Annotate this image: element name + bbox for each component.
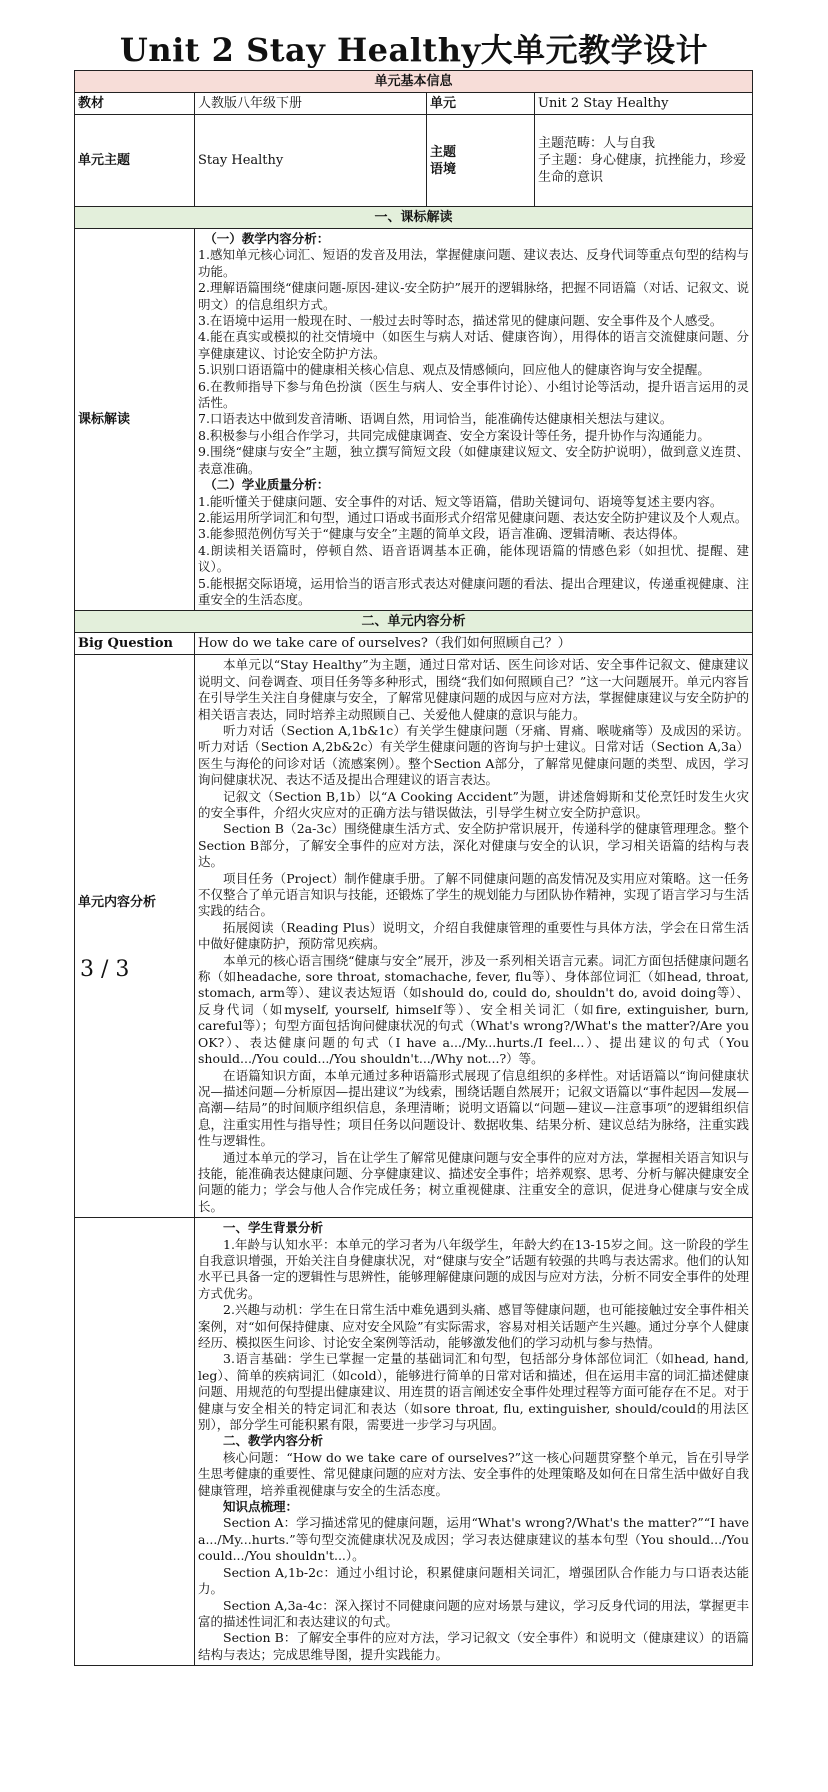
standards-item: 8.积极参与小组合作学习，共同完成健康调查、安全方案设计等任务，提升协作与沟通能力。 <box>198 427 710 443</box>
analysis-label-cell <box>75 1218 195 1666</box>
standards-item: 1.感知单元核心词汇、短语的发音及用法，掌握健康问题、建议表达、反身代词等重点句型的结构与功能。 <box>198 247 750 279</box>
topic-value <box>535 115 753 207</box>
standards-header: 一、课标解读 <box>75 207 753 229</box>
topic-label: 主题语境 <box>427 115 535 207</box>
page-indicator: 3 / 3 <box>80 957 130 983</box>
content-paragraph: 拓展阅读（Reading Plus）说明文，介绍自我健康管理的重要性与具体方法，学会在日常生活中做好健康防护，预防常见疾病。 <box>198 919 750 952</box>
unit-content-label: 单元内容分析 <box>78 895 157 911</box>
quality-item: 2.能运用所学词汇和句型，通过口语或书面形式介绍常见健康问题、表达安全防护建议及个人观点。 <box>198 509 748 525</box>
content-paragraph: 本单元以“Stay Healthy”为主题，通过日常对话、医生问诊对话、安全事件记叙文、健康建议说明文、问卷调查、项目任务等多种形式，围绕“我们如何照顾自己？”这一大问题展开。单元内容旨在引导学生关注自身健康与安全，了解常见健康问题的成因与应对方法，掌握健康建议与安全防护的相关语言表达，同时培养主动照顾自己、关爱他人健康的意识与能力。 <box>198 657 750 722</box>
content-paragraph: 项目任务（Project）制作健康手册。了解不同健康问题的高发情况及实用应对策略。这一任务不仅整合了单元语言知识与技能，还锻炼了学生的规划能力与团队协作精神，实现了语言学习与生活实践的结合。 <box>198 870 750 919</box>
quality-item: 1.能听懂关于健康问题、安全事件的对话、短文等语篇，借助关键词句、语境等复述主要内容。 <box>198 493 723 509</box>
knowledge-points-title: 知识点梳理： <box>223 1499 299 1515</box>
unit-value: Unit 2 Stay Healthy <box>535 93 753 115</box>
content-analysis-title: （一）教学内容分析： <box>204 231 330 246</box>
big-question-label: Big Question <box>75 633 195 655</box>
unit-label: 单元 <box>427 93 535 115</box>
standards-item: 4.能在真实或模拟的社交情境中（如医生与病人对话、健康咨询），用得体的语言交流健康问题、分享健康建议、讨论安全防护方法。 <box>198 329 750 361</box>
knowledge-point: Section B：了解安全事件的应对方法，学习记叙文（安全事件）和说明文（健康建议）的语篇结构与表达；完成思维导图，提升实践能力。 <box>198 1630 750 1662</box>
core-question: 核心问题：“How do we take care of ourselves?”这一核心问题贯穿整个单元，旨在引导学生思考健康的重要性、常见健康问题的应对方法、安全事件的处理策略及如何在日常生活中做好自我健康管理，培养重视健康与安全的生活态度。 <box>198 1449 750 1498</box>
standards-item: 3.在语境中运用一般现在时、一般过去时等时态，描述常见的健康问题、安全事件及个人感受。 <box>198 313 723 329</box>
unit-content-header: 二、单元内容分析 <box>75 611 753 633</box>
knowledge-point: Section A,1b-2c：通过小组讨论，积累健康问题相关词汇，增强团队合作能力与口语表达能力。 <box>198 1564 750 1597</box>
standards-item: 5.识别口语语篇中的健康相关核心信息、观点及情感倾向，回应他人的健康咨询与安全提醒。 <box>198 362 710 378</box>
design-table <box>74 70 753 1666</box>
topic-line: 主题范畴：人与自我 <box>538 136 656 151</box>
teaching-content-title: 二、教学内容分析 <box>223 1433 324 1449</box>
content-paragraph: 听力对话（Section A,1b&1c）有关学生健康问题（牙痛、胃痛、喉咙痛等）及成因的采访。听力对话（Section A,2b&2c）有关学生健康问题的咨询与护士建议。日常对话（Section A,3a）医生与海伦的问诊对话（流感案例）。整个Section A部分，了解常见健康问题的类型、成因，学习询问健康状况、表达不适及提出合理建议的语言表达。 <box>198 722 750 788</box>
standards-item: 7.口语表达中做到发音清晰、语调自然，用词恰当，能准确传达健康相关想法与建议。 <box>198 411 673 427</box>
background-item: 1.年龄与认知水平：本单元的学习者为八年级学生，年龄大约在13-15岁之间。这一阶段的学生自我意识增强，开始关注自身健康状况，对“健康与安全”话题有较强的共鸣与表达需求。他们的认知水平已具备一定的逻辑性与思辨性，能够理解健康问题的成因与应对方法，分析不同安全事件的处理方式优劣。 <box>198 1236 750 1301</box>
content-paragraph: 记叙文（Section B,1b）以“A Cooking Accident”为题，讲述詹姆斯和艾伦烹饪时发生火灾的安全事件，介绍火灾应对的正确方法与错误做法，引导学生树立安全防护意识。 <box>198 788 750 820</box>
big-question-value: How do we take care of ourselves?（我们如何照顾自己？） <box>195 633 753 655</box>
background-item: 2.兴趣与动机：学生在日常生活中难免遇到头痛、感冒等健康问题，也可能接触过安全事件相关案例，对“如何保持健康、应对安全风险”有实际需求，容易对相关话题产生兴趣。通过分享个人健康经历、模拟医生问诊、讨论安全案例等活动，能够激发他们的学习动机与参与热情。 <box>198 1302 750 1350</box>
standards-label: 课标解读 <box>75 229 195 611</box>
theme-label: 单元主题 <box>75 115 195 207</box>
knowledge-point: Section A,3a-4c：深入探讨不同健康问题的应对场景与建议，学习反身代词的用法，掌握更丰富的描述性词汇和表达建议的句式。 <box>198 1597 750 1629</box>
standards-item: 2.理解语篇围绕“健康问题-原因-建议-安全防护”展开的逻辑脉络，把握不同语篇（对话、记叙文、说明文）的信息组织方式。 <box>198 280 750 312</box>
quality-item: 4.朗读相关语篇时，停顿自然、语音语调基本正确，能体现语篇的情感色彩（如担忧、提醒、建议）。 <box>198 542 750 575</box>
content-paragraph: 在语篇知识方面，本单元通过多种语篇形式展现了信息组织的多样性。对话语篇以“询问健康状况—描述问题—分析原因—提出建议”为线索，围绕话题自然展开；记叙文语篇以“事件起因—发展—高潮—结局”的时间顺序组织信息，条理清晰；说明文语篇以“问题—建议—注意事项”的逻辑组织信息，注重实用性与指导性；项目任务以问题设计、数据收集、结果分析、建议总结为脉络，注重实践性与逻辑性。 <box>198 1067 750 1149</box>
quality-analysis-title: （二）学业质量分析： <box>204 477 330 493</box>
student-analysis <box>195 1218 753 1666</box>
basic-info-header: 单元基本信息 <box>75 71 753 93</box>
quality-item: 3.能参照范例仿写关于“健康与安全”主题的简单文段，语言准确、逻辑清晰、表达得体。 <box>198 526 686 542</box>
standards-item: 6.在教师指导下参与角色扮演（医生与病人、安全事件讨论）、小组讨论等活动，提升语言运用的灵活性。 <box>198 378 750 411</box>
textbook-label: 教材 <box>75 93 195 115</box>
quality-item: 5.能根据交际语境，运用恰当的语言形式表达对健康问题的看法、提出合理建议，传递重视健康、注重安全的生活态度。 <box>198 575 750 607</box>
knowledge-point: Section A：学习描述常见的健康问题，运用“What's wrong?/What's the matter?”“I have a.../My...hurts.”等句型交流健康状况及成因；学习表达健康建议的基本句型（You should.../You could.../You shouldn't...）。 <box>198 1515 750 1564</box>
standards-item: 9.围绕“健康与安全”主题，独立撰写简短文段（如健康建议短文、安全防护说明），做到意义连贯、表意准确。 <box>198 444 750 476</box>
topic-line: 子主题：身心健康，抗挫能力，珍爱生命的意识 <box>538 153 747 185</box>
content-paragraph: Section B（2a-3c）围绕健康生活方式、安全防护常识展开，传递科学的健康管理理念。整个Section B部分，了解安全事件的应对方法，深化对健康与安全的认识，学习相关语篇的结构与表达。 <box>198 821 750 870</box>
standards-content <box>195 229 753 611</box>
student-background-title: 一、学生背景分析 <box>223 1220 324 1236</box>
unit-content-text <box>195 655 753 1218</box>
textbook-value: 人教版八年级下册 <box>195 93 427 115</box>
content-paragraph: 通过本单元的学习，旨在让学生了解常见健康问题与安全事件的应对方法，掌握相关语言知识与技能，能准确表达健康问题、分享健康建议、描述安全事件；培养观察、思考、分析与解决健康安全问题的能力；学会与他人合作完成任务；树立重视健康、注重安全的意识，促进身心健康与安全成长。 <box>198 1149 750 1214</box>
unit-content-label-cell <box>75 655 195 1218</box>
theme-value: Stay Healthy <box>195 115 427 207</box>
background-item: 3.语言基础：学生已掌握一定量的基础词汇和句型，包括部分身体部位词汇（如head, hand, leg）、简单的疾病词汇（如cold），能够进行简单的日常对话和描述，但在运用丰富的词汇描述健康问题、用规范的句型提出健康建议、用连贯的语言阐述安全事件处理过程等方面可能存在不足。对于健康与安全相关的特定词汇和表达（如sore throat, flu, extinguisher, should/could的用法区别），部分学生可能积累有限，需要进一步学习与巩固。 <box>198 1351 750 1433</box>
page-title: Unit 2 Stay Healthy大单元教学设计 <box>119 31 709 69</box>
content-paragraph: 本单元的核心语言围绕“健康与安全”展开，涉及一系列相关语言元素。词汇方面包括健康问题名称（如headache, sore throat, stomachache, fever, flu等）、身体部位词汇（如head, throat, stomach, arm等）、建议表达短语（如should do, could do, shouldn't do, avoid doing等）、反身代词（如myself, yourself, himself等）、安全相关词汇（如fire, extinguisher, burn, careful等）；句型方面包括询问健康状况的句式（What's wrong?/What's the matter?/Are you OK?）、表达健康问题的句式（I have a.../My...hurts./I feel...）、提出建议的句式（You should.../You could.../You shouldn't.../Why not...?）等。 <box>198 952 750 1067</box>
